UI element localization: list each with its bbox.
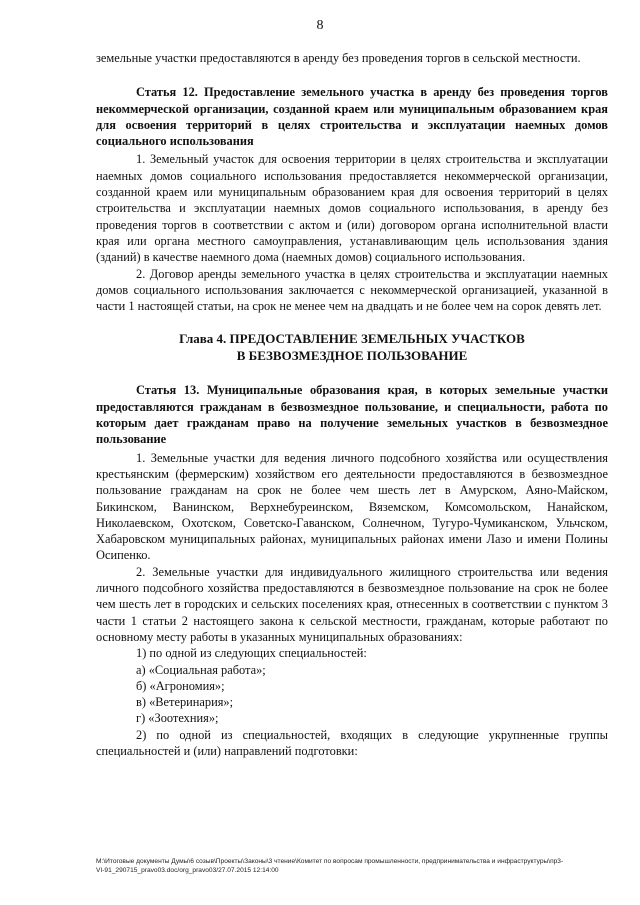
page-number: 8 (316, 18, 324, 33)
list-item: б) «Агрономия»; (136, 678, 225, 693)
list-item: в) «Ветеринария»; (136, 695, 234, 710)
chapter-4-heading (96, 330, 608, 364)
article-12-paragraph-1: 1. Земельный участок для освоения территории в целях строительства и эксплуатации наемных домов социального использования предоставляется некоммерческой организации, созданной краем или муниципальным образованием края для освоения территорий в целях строительства и эксплуатации наемных домов социального использования, в аренду без проведения торгов в соответствии с актом и (или) договором органа исполнительной власти края или органа местного самоуправления, устанавливающим цель использования здания (зданий) в качестве наемного дома (наемных домов) социального использования. (96, 152, 608, 265)
document-body (96, 50, 608, 759)
intro-paragraph: земельные участки предоставляются в аренду без проведения торгов в сельской местности. (96, 51, 581, 65)
article-13-title: Статья 13. Муниципальные образования края, в которых земельные участки предоставляются гражданам в безвозмездное пользование, и специальности, работа по которым дает гражданам право на получение земельных участков в безвозмездное пользование (96, 383, 608, 447)
list-item: г) «Зоотехния»; (136, 711, 219, 726)
file-path-footer (96, 857, 616, 875)
list-item: 2) по одной из специальностей, входящих в следующие укрупненные группы специальностей и (или) направлений подготовки: (96, 727, 608, 758)
article-12-paragraph-2: 2. Договор аренды земельного участка в целях строительства и эксплуатации наемных домов социального использования заключается с некоммерческой организацией, указанной в части 1 настоящей статьи, на срок не менее чем на двадцать и не более чем на сорок девять лет. (96, 266, 608, 314)
article-12-title: Статья 12. Предоставление земельного участка в аренду без проведения торгов некоммерческой организации, созданной краем или муниципальным образованием края для освоения территорий в целях строительства и эксплуатации наемных домов социального использования (96, 85, 608, 149)
article-13-paragraph-2: 2. Земельные участки для индивидуального жилищного строительства или ведения личного подсобного хозяйства предоставляются в безвозмездное пользование на срок не более чем шесть лет в городских и сельских поселениях края, отнесенных в соответствии с пунктом 3 части 1 статьи 2 настоящего закона к сельской местности, гражданам, которые работают по основному месту работы в указанных муниципальных образованиях: (96, 564, 608, 644)
footer-line-1: М:\Итоговые документы Думы\6 созыв\Проекты\Законы\3 чтение\Комитет по вопросам промышленности, предпринимательства и инфраструктуры\пр3- (96, 858, 564, 865)
article-13-paragraph-1: 1. Земельные участки для ведения личного подсобного хозяйства или осуществления крестьянским (фермерским) хозяйством его деятельности предоставляются в безвозмездное пользование гражданам на срок не более чем шесть лет в Амурском, Аяно-Майском, Бикинском, Ванинском, Верхнебуреинском, Вяземском, Комсомольском, Нанайском, Николаевском, Охотском, Советско-Гаванском, Солнечном, Тугуро-Чумиканском, Ульчском, Хабаровском муниципальных районах, муниципальных районах имени Лазо и имени Полины Осипенко. (96, 450, 608, 563)
footer-line-2: VI-91_290715_pravo03.doc/org_pravo03/27.07.2015 12:14:00 (96, 867, 279, 874)
chapter-4-line-1: Глава 4. ПРЕДОСТАВЛЕНИЕ ЗЕМЕЛЬНЫХ УЧАСТКОВ (179, 331, 525, 347)
list-item: а) «Социальная работа»; (136, 662, 266, 677)
list-item: 1) по одной из следующих специальностей: (136, 646, 367, 661)
chapter-4-line-2: В БЕЗВОЗМЕЗДНОЕ ПОЛЬЗОВАНИЕ (236, 348, 468, 364)
